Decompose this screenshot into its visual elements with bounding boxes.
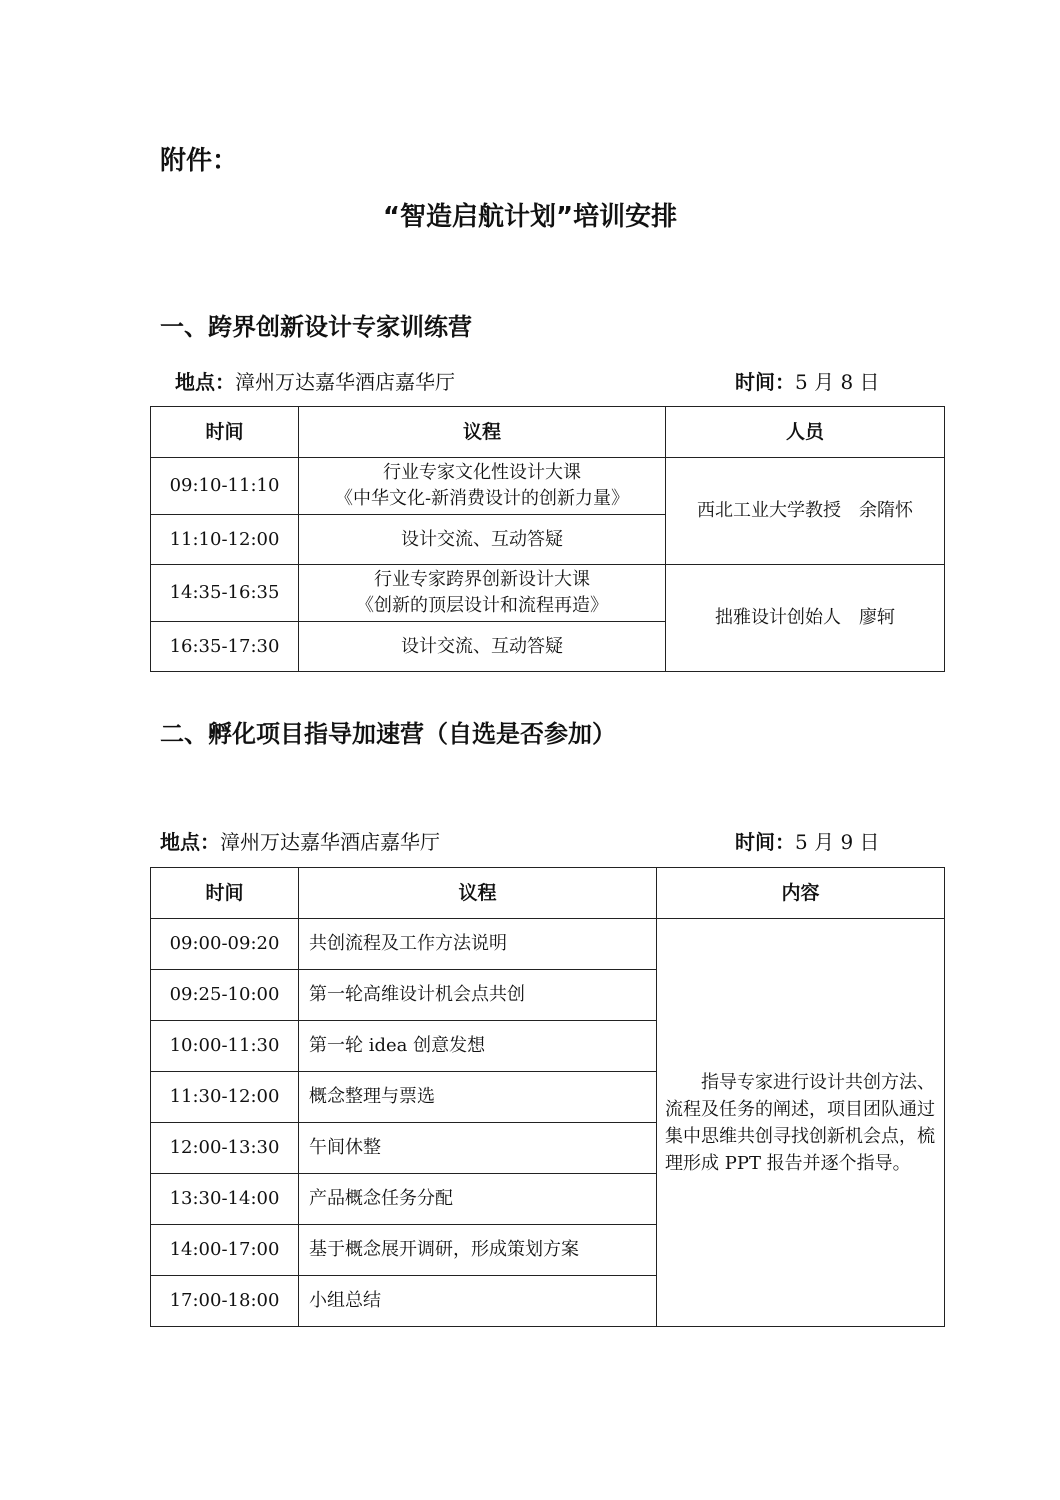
row-agenda: 概念整理与票选	[299, 1072, 657, 1123]
row-agenda: 小组总结	[299, 1276, 657, 1327]
row-time: 11:30-12:00	[151, 1072, 299, 1123]
row-time: 11:10-12:00	[151, 515, 299, 565]
date-value: 5 月 9 日	[795, 830, 880, 854]
table-header-row	[151, 868, 945, 919]
date-value: 5 月 8 日	[795, 370, 880, 394]
location-value: 漳州万达嘉华酒店嘉华厅	[220, 830, 440, 854]
time-label: 时间：	[735, 830, 795, 854]
row-agenda: 午间休整	[299, 1123, 657, 1174]
row-time: 09:25-10:00	[151, 970, 299, 1021]
section1-location	[175, 366, 455, 395]
row-agenda: 第一轮高维设计机会点共创	[299, 970, 657, 1021]
location-label: 地点：	[160, 830, 220, 854]
document-title: “智造启航计划”培训安排	[382, 202, 678, 232]
row-agenda: 共创流程及工作方法说明	[299, 919, 657, 970]
table-row	[151, 458, 945, 515]
row-time: 12:00-13:30	[151, 1123, 299, 1174]
agenda-line: 《中华文化-新消费设计的创新力量》	[334, 488, 630, 509]
header-time: 时间	[151, 868, 299, 919]
row-agenda: 设计交流、互动答疑	[299, 515, 666, 565]
row-agenda	[299, 565, 666, 622]
row-time: 17:00-18:00	[151, 1276, 299, 1327]
header-agenda: 议程	[299, 407, 666, 458]
row-people: 拙雅设计创始人 廖轲	[666, 565, 945, 672]
table-row	[151, 919, 945, 970]
attachment-label: 附件：	[160, 146, 239, 176]
row-people: 西北工业大学教授 余隋怀	[666, 458, 945, 565]
header-people: 人员	[666, 407, 945, 458]
section2-time	[735, 826, 880, 855]
header-agenda: 议程	[299, 868, 657, 919]
section2-table	[150, 867, 945, 1327]
location-label: 地点：	[175, 370, 235, 394]
header-content: 内容	[657, 868, 945, 919]
section2-heading: 二、孵化项目指导加速营（自选是否参加）	[160, 720, 616, 748]
row-agenda	[299, 458, 666, 515]
section1-table	[150, 406, 945, 672]
location-value: 漳州万达嘉华酒店嘉华厅	[235, 370, 455, 394]
table-row	[151, 565, 945, 622]
row-time: 13:30-14:00	[151, 1174, 299, 1225]
row-agenda: 设计交流、互动答疑	[299, 622, 666, 672]
agenda-line: 行业专家文化性设计大课	[383, 462, 581, 483]
row-time: 10:00-11:30	[151, 1021, 299, 1072]
section1-time	[735, 366, 880, 395]
row-time: 09:00-09:20	[151, 919, 299, 970]
table-header-row	[151, 407, 945, 458]
row-agenda: 基于概念展开调研，形成策划方案	[299, 1225, 657, 1276]
agenda-line: 《创新的顶层设计和流程再造》	[356, 595, 608, 616]
row-time: 14:00-17:00	[151, 1225, 299, 1276]
row-time: 14:35-16:35	[151, 565, 299, 622]
section1-heading: 一、跨界创新设计专家训练营	[160, 313, 472, 341]
row-agenda: 产品概念任务分配	[299, 1174, 657, 1225]
header-time: 时间	[151, 407, 299, 458]
row-content: 指导专家进行设计共创方法、流程及任务的阐述，项目团队通过集中思维共创寻找创新机会点，梳理形成 PPT 报告并逐个指导。	[657, 919, 945, 1327]
row-time: 09:10-11:10	[151, 458, 299, 515]
row-time: 16:35-17:30	[151, 622, 299, 672]
section2-location	[160, 826, 440, 855]
agenda-line: 行业专家跨界创新设计大课	[374, 569, 590, 590]
time-label: 时间：	[735, 370, 795, 394]
row-agenda: 第一轮 idea 创意发想	[299, 1021, 657, 1072]
